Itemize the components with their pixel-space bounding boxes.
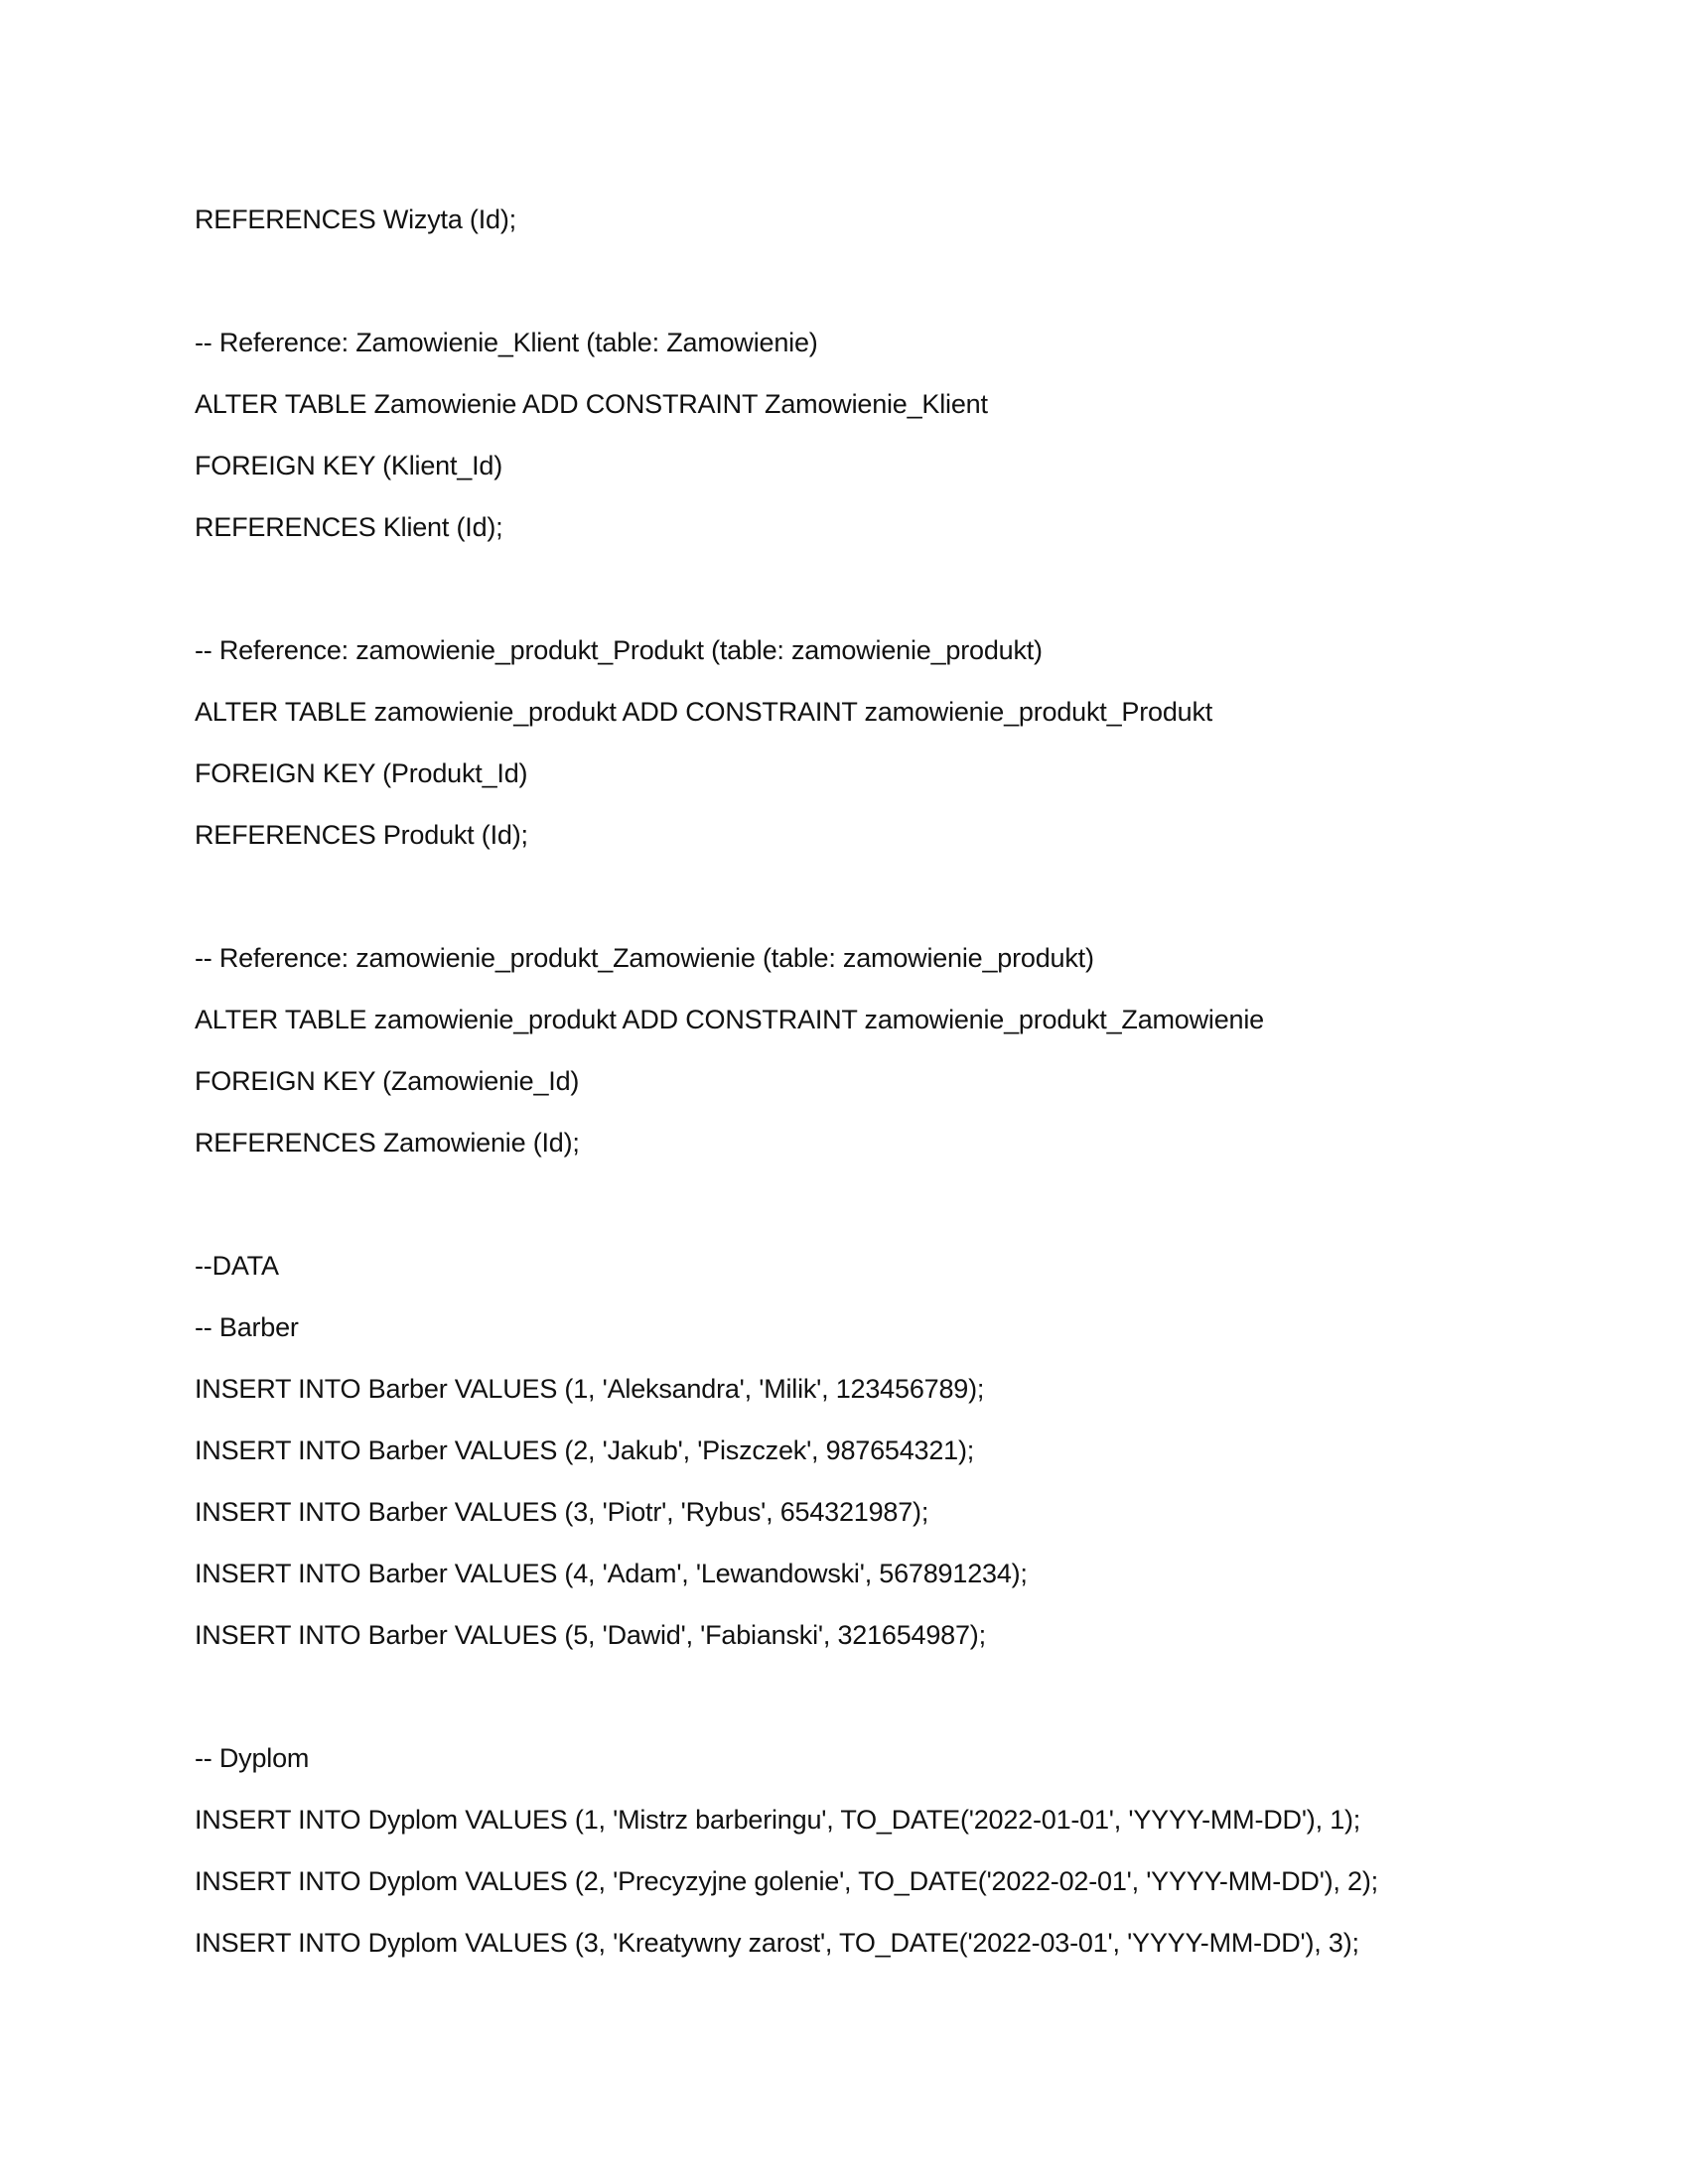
insert-statement-line: INSERT INTO Barber VALUES (5, 'Dawid', 'Fabianski', 321654987); [195,1620,986,1650]
foreign-key-line: FOREIGN KEY (Produkt_Id) [195,758,528,788]
alter-statement-line: ALTER TABLE zamowienie_produkt ADD CONSTRAINT zamowienie_produkt_Zamowienie [195,1005,1264,1034]
references-line: REFERENCES Wizyta (Id); [195,205,516,234]
insert-statement-line: INSERT INTO Dyplom VALUES (3, 'Kreatywny zarost', TO_DATE('2022-03-01', 'YYYY-MM-DD'), 3); [195,1928,1359,1958]
comment-line: -- Reference: zamowienie_produkt_Produkt (table: zamowienie_produkt) [195,635,1043,665]
blank-line [195,866,1585,927]
blank-line [195,1666,1585,1727]
comment-line: -- Reference: zamowienie_produkt_Zamowienie (table: zamowienie_produkt) [195,943,1094,973]
insert-statement-line: INSERT INTO Barber VALUES (1, 'Aleksandra', 'Milik', 123456789); [195,1374,985,1404]
references-line: REFERENCES Produkt (Id); [195,820,528,850]
insert-statement-line: INSERT INTO Barber VALUES (4, 'Adam', 'Lewandowski', 567891234); [195,1559,1028,1588]
insert-statement-line: INSERT INTO Dyplom VALUES (2, 'Precyzyjne golenie', TO_DATE('2022-02-01', 'YYYY-MM-DD'), 2); [195,1866,1378,1896]
alter-statement-line: ALTER TABLE Zamowienie ADD CONSTRAINT Zamowienie_Klient [195,389,988,419]
comment-line: -- Reference: Zamowienie_Klient (table: Zamowienie) [195,328,818,357]
foreign-key-line: FOREIGN KEY (Klient_Id) [195,451,503,480]
comment-line: --DATA [195,1251,279,1281]
comment-line: -- Barber [195,1312,299,1342]
insert-statement-line: INSERT INTO Barber VALUES (2, 'Jakub', 'Piszczek', 987654321); [195,1435,975,1465]
blank-line [195,250,1585,312]
references-line: REFERENCES Zamowienie (Id); [195,1128,580,1158]
insert-statement-line: INSERT INTO Dyplom VALUES (1, 'Mistrz barberingu', TO_DATE('2022-01-01', 'YYYY-MM-DD'), 1); [195,1805,1361,1835]
document-body [195,189,1585,1974]
foreign-key-line: FOREIGN KEY (Zamowienie_Id) [195,1066,580,1096]
insert-statement-line: INSERT INTO Barber VALUES (3, 'Piotr', 'Rybus', 654321987); [195,1497,929,1527]
blank-line [195,558,1585,619]
blank-line [195,1173,1585,1235]
references-line: REFERENCES Klient (Id); [195,512,503,542]
comment-line: -- Dyplom [195,1743,310,1773]
alter-statement-line: ALTER TABLE zamowienie_produkt ADD CONSTRAINT zamowienie_produkt_Produkt [195,697,1213,727]
